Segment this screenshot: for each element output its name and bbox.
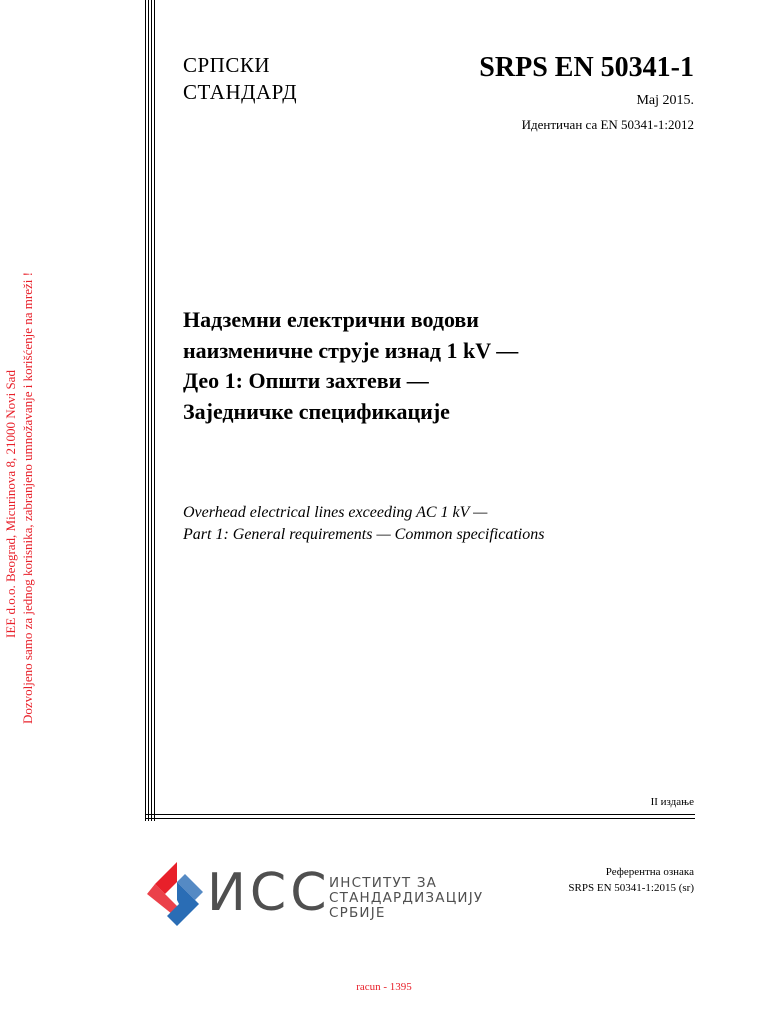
title-en-line-1: Overhead electrical lines exceeding AC 1 kV — — [183, 504, 488, 521]
bottom-rule-2 — [146, 818, 695, 819]
publication-date: Мај 2015. — [636, 93, 694, 108]
margin-rule-1 — [145, 0, 146, 821]
logo-institute-name — [329, 876, 483, 921]
logo-name-line-3: СРБИЈЕ — [329, 905, 386, 921]
iss-logo-mark-icon — [145, 860, 207, 930]
title-sr-line-3: Део 1: Општи захтеви — — [183, 368, 429, 393]
title-sr-line-2: наизменичне струје изнад 1 kV — — [183, 337, 519, 363]
edition-label: II издање — [650, 796, 694, 808]
logo-name-line-2: СТАНДАРДИЗАЦИЈУ — [329, 890, 484, 906]
watermark-line-1: IEE d.o.o. Beograd, Micurinova 8, 21000 Novi Sad — [3, 370, 18, 638]
org-line-1: СРПСКИ — [183, 53, 271, 77]
title-sr-line-1: Надземни електрични водови — [183, 307, 479, 332]
margin-rule-2 — [148, 0, 149, 821]
title-sr-line-4: Заједничке спецификације — [183, 398, 450, 424]
title-serbian — [183, 305, 518, 427]
watermark — [2, 272, 42, 724]
identical-to: Идентичан са EN 50341-1:2012 — [521, 117, 694, 132]
watermark-line-2: Dozvoljeno samo za jednog korisnika, zabranjeno umnožavanje i korišćenje na mreži ! — [20, 272, 35, 724]
iss-logo — [145, 858, 484, 934]
reference-label: Референтна ознака — [605, 866, 694, 878]
margin-rule-4 — [154, 0, 155, 821]
title-en-line-2: Part 1: General requirements — Common specifications — [183, 525, 545, 543]
title-english — [183, 502, 544, 545]
logo-abbreviation: ИСС — [207, 863, 331, 923]
organization-label — [183, 52, 297, 106]
margin-rule-3 — [151, 0, 152, 821]
standard-code: SRPS EN 50341-1 — [479, 52, 694, 83]
bottom-rule-1 — [146, 814, 695, 815]
reference-code: SRPS EN 50341-1:2015 (sr) — [568, 882, 694, 894]
footer-invoice: racun - 1395 — [356, 981, 412, 993]
logo-name-line-1: ИНСТИТУТ ЗА — [329, 875, 438, 891]
org-line-2: СТАНДАРД — [183, 80, 298, 104]
